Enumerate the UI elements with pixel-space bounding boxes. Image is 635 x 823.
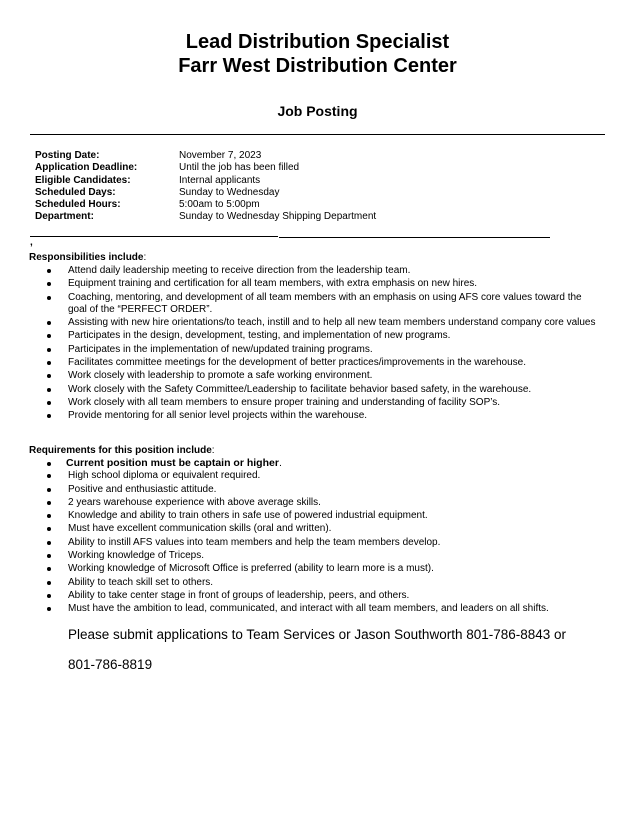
detail-label: Department:	[35, 211, 94, 223]
bullet-icon	[47, 594, 51, 598]
top-divider	[30, 134, 605, 135]
list-item-text-period: .	[278, 457, 282, 469]
detail-value: 5:00am to 5:00pm	[179, 199, 260, 211]
list-item-text: Work closely with all team members to ensure proper training and understanding of facility SOP’s.	[68, 396, 501, 408]
bullet-icon	[47, 374, 51, 378]
list-item-text: Must have excellent communication skills (oral and written).	[68, 523, 332, 535]
list-item-text: Ability to take center stage in front of groups of leadership, peers, and others.	[68, 589, 410, 601]
list-item-text: Positive and enthusiastic attitude.	[68, 483, 217, 495]
bullet-icon	[47, 488, 51, 492]
list-item-text: Current position must be captain or higher	[66, 457, 279, 469]
bullet-icon	[47, 474, 51, 478]
bullet-icon	[47, 282, 51, 286]
detail-label: Scheduled Days:	[35, 186, 116, 198]
submit-instructions: Please submit applications to Team Services or Jason Southworth 801-786-8843 or	[68, 627, 567, 642]
responsibilities-heading-text: Responsibilities include	[29, 252, 144, 263]
posting-details	[35, 150, 479, 224]
detail-value: Until the job has been filled	[179, 162, 300, 174]
list-item	[0, 577, 603, 589]
requirements-heading	[29, 445, 215, 457]
bullet-icon	[47, 388, 51, 392]
job-title: Lead Distribution Specialist	[185, 31, 450, 53]
submit-phone: 801-786-8819	[68, 657, 153, 672]
list-item	[0, 357, 603, 369]
details-divider-left	[30, 236, 278, 237]
list-item-text: Assisting with new hire orientations/to teach, instill and to help all new team members understand company core values	[68, 317, 596, 329]
detail-row-scheduled-days	[35, 187, 479, 199]
list-item	[0, 370, 603, 382]
list-item	[0, 384, 603, 396]
list-item	[0, 470, 603, 482]
list-item-text: 2 years warehouse experience with above average skills.	[68, 496, 321, 508]
bullet-icon	[47, 514, 51, 518]
detail-value: Sunday to Wednesday	[179, 186, 280, 198]
detail-value: November 7, 2023	[179, 150, 262, 161]
list-item-text: High school diploma or equivalent required.	[68, 470, 261, 482]
bullet-icon	[47, 269, 51, 273]
list-item-text: Participates in the design, development, testing, and implementation of new programs.	[68, 330, 451, 342]
list-item-text: Facilitates committee meetings for the development of better practices/improvements in the warehouse.	[68, 357, 526, 369]
detail-label: Scheduled Hours:	[35, 199, 121, 211]
bullet-icon	[47, 401, 51, 405]
list-item	[0, 265, 603, 277]
bullet-icon	[47, 462, 51, 466]
detail-label: Eligible Candidates:	[35, 174, 131, 186]
list-item	[0, 317, 603, 329]
detail-row-department	[35, 211, 479, 223]
bullet-icon	[47, 607, 51, 611]
requirements-list	[0, 457, 603, 617]
list-item-text: Must have the ambition to lead, communicated, and interact with all team members, and leaders on all shifts.	[68, 603, 549, 615]
details-divider-right	[279, 237, 550, 238]
detail-row-application-deadline	[35, 162, 479, 174]
bullet-icon	[47, 348, 51, 352]
responsibilities-heading-colon: :	[143, 252, 147, 263]
detail-label: Application Deadline:	[35, 162, 138, 174]
list-item-text: Working knowledge of Microsoft Office is preferred (ability to learn more is a must).	[68, 563, 434, 575]
bullet-icon	[47, 334, 51, 338]
list-item	[0, 278, 603, 290]
requirements-heading-colon: :	[211, 445, 215, 456]
detail-row-scheduled-hours	[35, 199, 479, 211]
list-item	[0, 550, 603, 562]
bullet-icon	[47, 527, 51, 531]
list-item-text: Provide mentoring for all senior level projects within the warehouse.	[68, 410, 368, 422]
detail-label: Posting Date:	[35, 150, 100, 161]
stray-comma: ,	[30, 237, 33, 248]
detail-row-posting-date	[35, 150, 479, 162]
detail-row-eligible-candidates	[35, 175, 479, 187]
bullet-icon	[47, 321, 51, 325]
list-item	[0, 563, 603, 575]
list-item-text: Ability to instill AFS values into team members and help the team members develop.	[68, 536, 441, 548]
list-item	[0, 344, 603, 356]
list-item	[0, 537, 603, 549]
list-item	[0, 497, 603, 509]
bullet-icon	[47, 361, 51, 365]
list-item	[0, 603, 603, 615]
list-item	[0, 510, 603, 522]
list-item	[0, 292, 603, 317]
bullet-icon	[47, 581, 51, 585]
list-item-text: Ability to teach skill set to others.	[68, 576, 214, 588]
list-item	[0, 410, 603, 422]
list-item-text: Equipment training and certification for all team members, with extra emphasis on new hires.	[68, 278, 478, 290]
list-item-text: Working knowledge of Triceps.	[68, 550, 204, 562]
detail-value: Internal applicants	[179, 174, 261, 186]
list-item-text: Work closely with the Safety Committee/Leadership to facilitate behavior based safety, in the warehouse.	[68, 383, 532, 395]
bullet-icon	[47, 554, 51, 558]
bullet-icon	[47, 414, 51, 418]
bullet-icon	[47, 567, 51, 571]
list-item-text: Participates in the implementation of new/updated training programs.	[68, 343, 373, 355]
location-title: Farr West Distribution Center	[178, 55, 457, 77]
list-item-text: Attend daily leadership meeting to receive direction from the leadership team.	[68, 265, 411, 276]
posting-subtitle: Job Posting	[277, 103, 358, 119]
list-item	[0, 484, 603, 496]
bullet-icon	[47, 296, 51, 300]
responsibilities-heading	[29, 252, 146, 264]
detail-value: Sunday to Wednesday Shipping Department	[179, 211, 377, 223]
list-item-text: Work closely with leadership to promote a safe working environment.	[68, 370, 373, 382]
bullet-icon	[47, 541, 51, 545]
list-item	[0, 330, 603, 342]
list-item	[0, 457, 601, 469]
list-item	[0, 590, 603, 602]
list-item-text: Coaching, mentoring, and development of all team members with an emphasis on using AFS core values toward the goal of the “PERFECT ORDER”.	[68, 291, 582, 315]
list-item	[0, 523, 603, 535]
responsibilities-list	[0, 265, 603, 424]
bullet-icon	[47, 501, 51, 505]
requirements-heading-text: Requirements for this position include	[29, 445, 212, 456]
list-item-text: Knowledge and ability to train others in safe use of powered industrial equipment.	[68, 510, 428, 522]
list-item	[0, 397, 603, 409]
